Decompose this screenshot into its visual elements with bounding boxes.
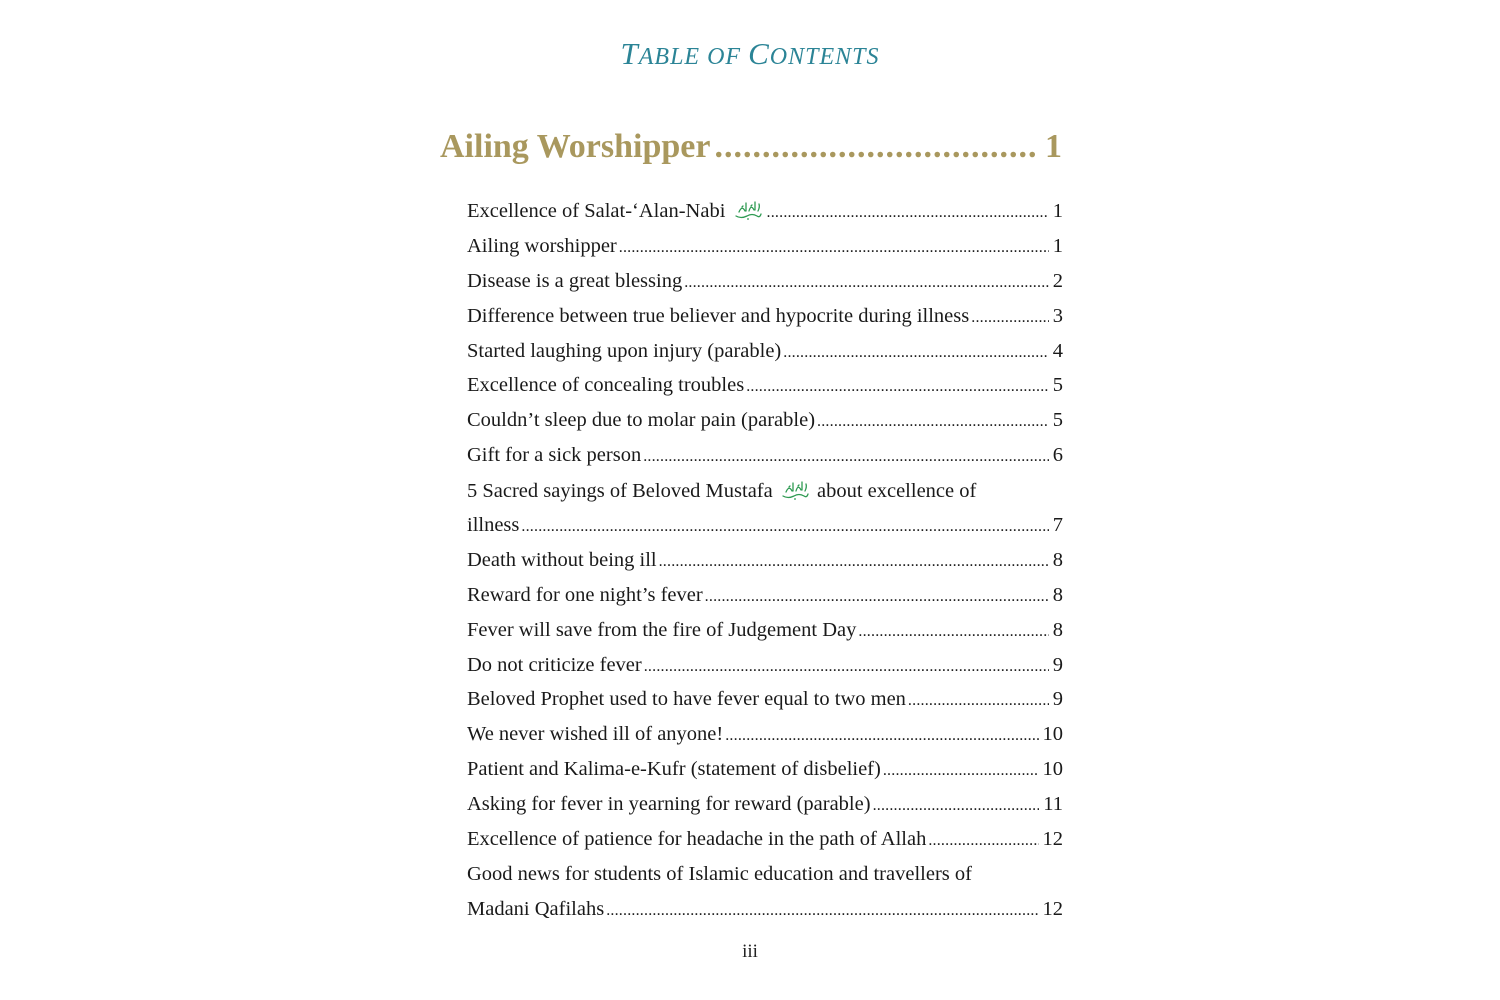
toc-entry[interactable] [467,299,1063,334]
dot-leader [767,200,1049,223]
entry-label: We never wished ill of anyone! [467,723,724,746]
toc-entry-line-1[interactable] [467,473,1063,508]
toc-entry[interactable] [467,264,1063,299]
entry-label: Patient and Kalima-e-Kufr (statement of disbelief) [467,758,881,781]
entry-page-number: 8 [1052,583,1063,606]
dot-leader [644,654,1049,677]
toc-entry[interactable] [467,334,1063,369]
toc-entry[interactable] [467,613,1063,648]
page-title [0,36,1500,72]
dot-leader [883,758,1039,781]
entry-page-number: 11 [1043,793,1063,816]
dot-leader [783,340,1049,363]
salawat-icon [733,199,763,221]
toc-entry[interactable] [467,717,1063,752]
entry-label: Fever will save from the fire of Judgement Day [467,618,857,641]
toc-entry[interactable] [467,403,1063,438]
entry-label: Good news for students of Islamic education and travellers of [467,862,972,885]
entry-page-number: 9 [1052,688,1063,711]
entry-page-number: 10 [1042,723,1063,746]
toc-entries [467,194,1063,927]
toc-entry[interactable] [467,787,1063,822]
entry-label: Excellence of patience for headache in the path of Allah [467,827,927,850]
toc-entry[interactable] [467,682,1063,717]
toc-entry[interactable] [467,578,1063,613]
entry-label: Beloved Prophet used to have fever equal to two men [467,688,906,711]
entry-label: Death without being ill [467,548,657,571]
entry-page-number: 2 [1052,269,1063,292]
dot-leader [684,270,1049,293]
entry-page-number: 8 [1052,618,1063,641]
dot-leader [971,305,1049,328]
dot-leader [619,235,1049,258]
entry-page-number: 12 [1042,897,1063,920]
chapter-leader [715,128,1040,166]
dot-leader [817,409,1049,432]
entry-label: Madani Qafilahs [467,897,605,920]
entry-page-number: 5 [1052,374,1063,397]
chapter-page-number: 1 [1045,128,1062,165]
dot-leader [725,723,1038,746]
entry-label: 5 Sacred sayings of Beloved Mustafa about excellence of [467,479,977,502]
toc-entry[interactable] [467,368,1063,403]
title-cap-c: C [748,36,770,71]
toc-entry[interactable] [467,543,1063,578]
entry-label: Reward for one night’s fever [467,583,703,606]
chapter-title: Ailing Worshipper [440,128,711,165]
entry-page-number: 4 [1052,339,1063,362]
entry-label: Couldn’t sleep due to molar pain (parable) [467,409,816,432]
toc-entry[interactable] [467,752,1063,787]
entry-label: Do not criticize fever [467,653,642,676]
entry-page-number: 7 [1052,513,1063,536]
salawat-icon [780,479,810,501]
dot-leader [858,619,1048,642]
title-cap-t: T [620,36,639,71]
entry-label: Ailing worshipper [467,234,617,257]
entry-label: Excellence of concealing troubles [467,374,745,397]
entry-label: Started laughing upon injury (parable) [467,339,782,362]
entry-label: Disease is a great blessing [467,269,683,292]
dot-leader [643,444,1049,467]
entry-page-number: 3 [1052,304,1063,327]
dot-leader [908,688,1049,711]
page-folio: iii [742,941,758,962]
entry-page-number: 12 [1042,827,1063,850]
chapter-heading[interactable] [440,128,1062,166]
entry-label: illness [467,513,520,536]
dot-leader [659,549,1049,572]
dot-leader [873,793,1040,816]
title-part-2: ONTENTS [769,44,880,70]
entry-label: Difference between true believer and hypocrite during illness [467,304,970,327]
entry-page-number: 9 [1052,653,1063,676]
toc-entry[interactable] [467,194,1063,229]
entry-label: Excellence of Salat-‘Alan-Nabi [467,199,765,223]
dot-leader [521,514,1048,537]
toc-entry[interactable] [467,229,1063,264]
entry-page-number: 6 [1052,444,1063,467]
toc-entry[interactable] [467,438,1063,473]
toc-entry[interactable] [467,822,1063,857]
toc-entry-line-2[interactable] [467,508,1063,543]
dot-leader [606,898,1038,921]
entry-page-number: 1 [1052,234,1063,257]
title-part-1: ABLE OF [638,44,749,70]
entry-page-number: 5 [1052,409,1063,432]
dot-leader [928,828,1038,851]
entry-page-number: 8 [1052,548,1063,571]
entry-label: Asking for fever in yearning for reward (parable) [467,793,871,816]
entry-page-number: 10 [1042,758,1063,781]
toc-entry-line-1[interactable] [467,857,1063,892]
toc-entry[interactable] [467,648,1063,683]
toc-entry-line-2[interactable] [467,892,1063,927]
entry-label: Gift for a sick person [467,444,642,467]
dot-leader [746,374,1049,397]
entry-page-number: 1 [1052,199,1063,222]
dot-leader [705,584,1049,607]
